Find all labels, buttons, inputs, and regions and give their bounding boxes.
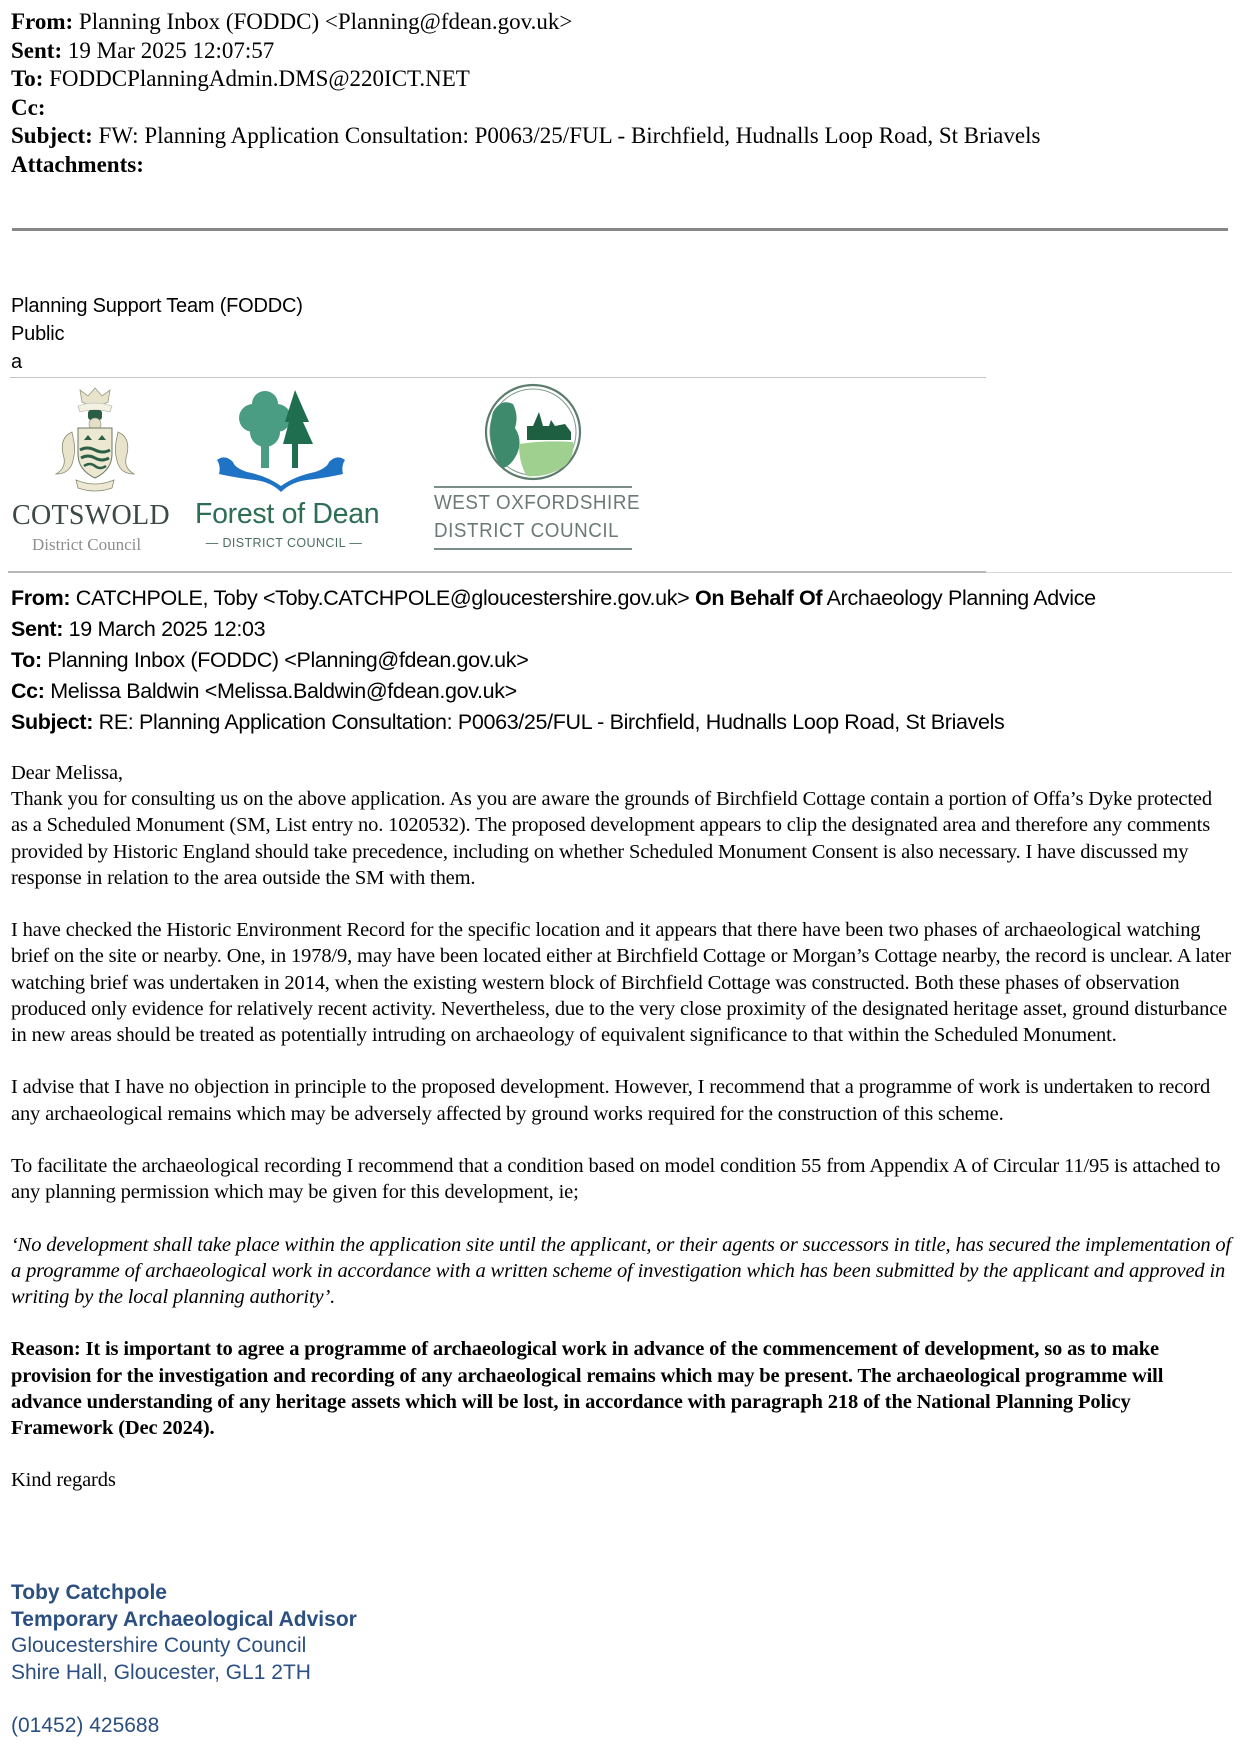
cotswold-name: COTSWOLD: [12, 500, 170, 531]
logo-bottom-divider-extension: [986, 572, 1232, 573]
inner-to-label: To:: [11, 648, 42, 672]
outer-from-value: Planning Inbox (FODDC) <Planning@fdean.gov.uk>: [78, 9, 573, 34]
inner-to-value: Planning Inbox (FODDC) <Planning@fdean.gov.uk>: [47, 648, 529, 672]
outer-to-label: To:: [11, 66, 44, 92]
signature-organisation: Gloucestershire County Council: [11, 1634, 307, 1657]
inner-cc-value: Melissa Baldwin <Melissa.Baldwin@fdean.gov.uk>: [50, 679, 517, 703]
inner-subject-label: Subject:: [11, 710, 94, 734]
inner-from-row: [11, 583, 1096, 614]
logo-bottom-divider: [8, 571, 986, 573]
outer-cc-label: Cc:: [11, 94, 46, 120]
outer-attachments-row: [11, 151, 1231, 180]
classification-label: Public: [11, 323, 65, 345]
email-signature: [11, 1580, 357, 1739]
inner-cc-row: [11, 676, 1096, 707]
forest-of-dean-name: Forest of Dean: [195, 498, 380, 530]
council-logos: [10, 382, 650, 562]
header-divider: [12, 228, 1228, 231]
on-behalf-of-label: On Behalf Of: [695, 586, 823, 610]
paragraph-condition-intro: To facilitate the archaeological recording I recommend that a condition based on model condition 55 from Appendix A of Circular 11/95 is attached to any planning permission which may be given for this development, ie;: [11, 1155, 1221, 1204]
inner-to-row: [11, 645, 1096, 676]
condition-quote: ‘No development shall take place within the application site until the applicant, or their agents or successors in title, has secured the implementation of a programme of archaeological work in accordance with a written scheme of investigation which has been submitted by the applicant and approved in writing by the local planning authority’.: [11, 1233, 1232, 1308]
west-oxfordshire-line1: WEST OXFORDSHIRE: [434, 492, 641, 514]
outer-to-value: FODDCPlanningAdmin.DMS@220ICT.NET: [49, 66, 470, 92]
support-team: Planning Support Team (FODDC): [11, 295, 303, 317]
support-extra-text: a: [11, 351, 22, 373]
on-behalf-of-value: Archaeology Planning Advice: [826, 586, 1096, 610]
trees-icon: [195, 382, 375, 494]
landscape-roundel-icon: [415, 382, 650, 490]
signature-phone[interactable]: (01452) 425688: [11, 1713, 160, 1737]
forest-of-dean-logo: [195, 382, 405, 562]
outer-subject-row: [11, 122, 1231, 151]
wo-bottom-rule: [434, 548, 632, 550]
west-oxfordshire-line2: DISTRICT COUNCIL: [434, 520, 620, 542]
condition-reason: Reason: It is important to agree a programme of archaeological work in advance of the commencement of development, so as to make provision for the investigation and recording of any archaeological remains which may be present. The archaeological programme will advance understanding of any heritage assets which will be lost, in accordance with paragraph 218 of the National Planning Policy Framework (Dec 2024).: [11, 1338, 1164, 1439]
logo-top-divider: [10, 377, 986, 378]
paragraph-her-check: I have checked the Historic Environment Record for the specific location and it appears that there have been two phases of archaeological watching brief on the site or nearby. One, in 1978/9, may have been located either at Birchfield Cottage or Morgan’s Cottage nearby, the record is unclear. A later watching brief was undertaken in 2014, when the existing western block of Birchfield Cottage was constructed. Both these phases of observation produced only evidence for relatively recent activity. Nevertheless, due to the very close proximity of the designated heritage asset, ground disturbance in new areas should be treated as potentially intruding on archaeology of equivalent significance to that within the Scheduled Monument.: [11, 919, 1231, 1047]
paragraph-recommendation: I advise that I have no objection in principle to the proposed development. However, I recommend that a programme of work is undertaken to record any archaeological remains which may be adversely affected by ground works required for the construction of this scheme.: [11, 1076, 1211, 1125]
outer-from-label: From:: [11, 9, 74, 34]
outer-cc-row: [11, 94, 1231, 123]
forest-of-dean-subtitle: — DISTRICT COUNCIL —: [205, 536, 363, 550]
wo-top-rule: [434, 486, 632, 488]
inner-sent-value: 19 March 2025 12:03: [68, 617, 266, 641]
signature-spacer: [11, 1686, 357, 1713]
inner-from-value: CATCHPOLE, Toby <Toby.CATCHPOLE@gloucestershire.gov.uk>: [75, 586, 690, 610]
cotswold-crest-icon: [10, 382, 180, 494]
outer-attachments-label: Attachments:: [11, 151, 144, 177]
cotswold-subtitle: District Council: [32, 535, 142, 554]
support-block: [11, 292, 303, 376]
outer-subject-label: Subject:: [11, 123, 93, 149]
greeting: Dear Melissa,: [11, 762, 123, 784]
signature-address: Shire Hall, Gloucester, GL1 2TH: [11, 1660, 311, 1684]
inner-cc-label: Cc:: [11, 679, 45, 703]
email-body: [11, 760, 1233, 1520]
cotswold-logo: [10, 382, 180, 562]
inner-subject-row: [11, 707, 1096, 738]
outer-subject-value: FW: Planning Application Consultation: P0063/25/FUL - Birchfield, Hudnalls Loop Road, St Briavels: [98, 123, 1041, 149]
inner-sent-row: [11, 614, 1096, 645]
closing: Kind regards: [11, 1469, 116, 1492]
paragraph-consultation: Thank you for consulting us on the above application. As you are aware the grounds of Birchfield Cottage contain a portion of Offa’s Dyke protected as a Scheduled Monument (SM, List entry no. 1020532). The proposed development appears to clip the designated area and therefore any comments provided by Historic England should take precedence, including on whether Scheduled Monument Consent is also necessary. I have discussed my response in relation to the area outside the SM with them.: [11, 788, 1212, 889]
signature-title: Temporary Archaeological Advisor: [11, 1607, 357, 1631]
west-oxfordshire-logo: [415, 382, 650, 562]
outer-sent-row: [11, 37, 1231, 66]
inner-email-header: [11, 583, 1096, 738]
inner-from-label: From:: [11, 586, 71, 610]
outer-sent-value: 19 Mar 2025 12:07:57: [67, 37, 275, 63]
signature-name: Toby Catchpole: [11, 1581, 167, 1604]
outer-sent-label: Sent:: [11, 37, 63, 63]
outer-from-row: [11, 8, 1231, 37]
outer-email-header: [11, 8, 1231, 180]
outer-to-row: [11, 65, 1231, 94]
inner-subject-value: RE: Planning Application Consultation: P0063/25/FUL - Birchfield, Hudnalls Loop Road, St Briavels: [98, 710, 1005, 734]
inner-sent-label: Sent:: [11, 617, 64, 641]
